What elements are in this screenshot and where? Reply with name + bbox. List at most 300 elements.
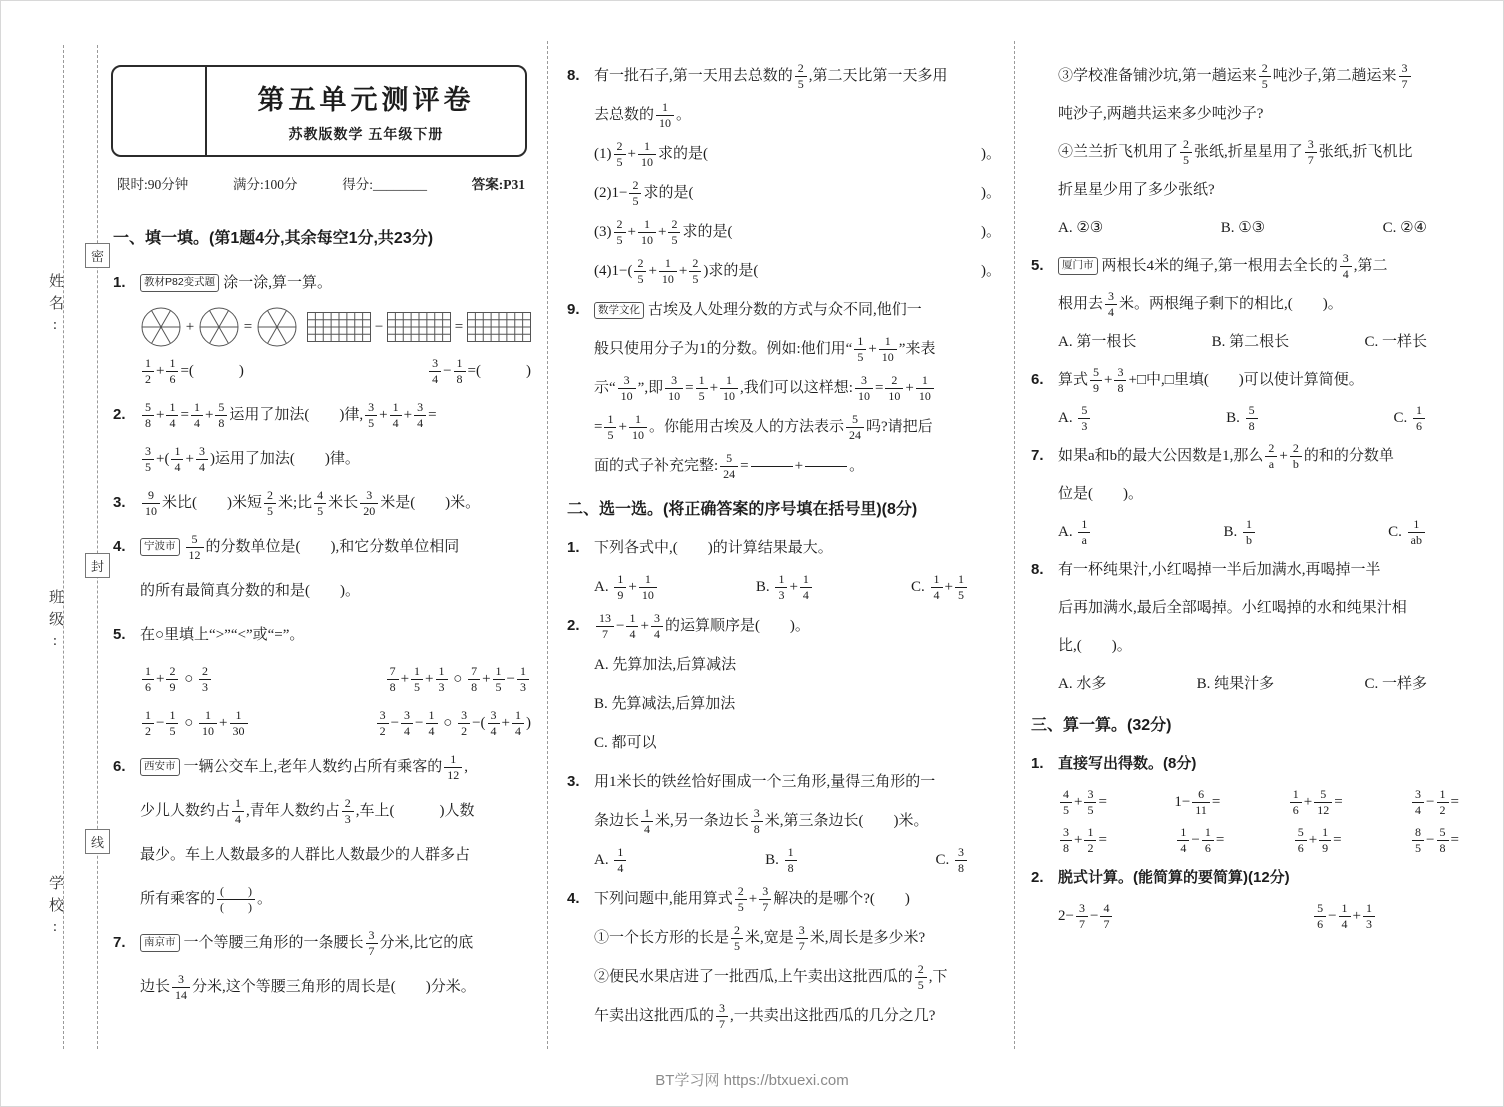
name-field-label: 姓名:: [47, 273, 63, 340]
fraction: $\frac{1}{4}$: [426, 708, 438, 739]
fraction: $\frac{1}{10}$: [659, 256, 677, 287]
source-tag: 数学文化: [594, 302, 644, 319]
line-content: 折星星少用了多少张纸?: [1058, 181, 1215, 198]
fraction: $\frac{5}{3}$: [1078, 403, 1090, 434]
paper-meta-row: [117, 173, 525, 193]
fraction: $\frac{1}{5}$: [696, 373, 708, 404]
fraction: $\frac{1}{5}$: [411, 664, 423, 695]
fraction: $\frac{5}{9}$: [1090, 365, 1102, 396]
paper-title: 第五单元测评卷: [257, 85, 475, 115]
section-heading: [1031, 707, 1467, 745]
fraction: $\frac{1}{10}$: [879, 334, 897, 365]
text-line: [567, 724, 1009, 763]
expression: $\frac{8}{5}$ − $\frac{5}{8}$ =: [1410, 825, 1459, 856]
line-content: = $\frac{1}{5}$ + $\frac{1}{10}$ 。你能用古埃及人的方法表示 $\frac{5}{24}$ 吗?请把后: [594, 412, 933, 442]
text-line: [113, 789, 539, 833]
fraction: $\frac{1}{2}$: [142, 708, 154, 739]
fraction: $\frac{1}{4}$: [614, 845, 626, 876]
expression: B. $\frac{1}{b}$: [1223, 517, 1257, 548]
line-content: [1058, 218, 1467, 238]
fraction: $\frac{5}{6}$: [1295, 825, 1307, 856]
text-line: [1031, 95, 1467, 133]
question-line: [113, 393, 539, 437]
watermark-link[interactable]: BT学习网 https://btxuexi.com: [655, 1072, 849, 1089]
question-number: 3.: [113, 493, 126, 511]
question-number: 6.: [1031, 370, 1044, 388]
fraction: $\frac{6}{11}$: [1192, 787, 1210, 818]
text-line: [567, 646, 1009, 685]
expression: $\frac{3}{4}$ − $\frac{1}{8}$ =( ): [427, 356, 531, 387]
seal-char: 线: [90, 835, 104, 850]
fraction: $\frac{1}{5}$: [955, 572, 967, 603]
fraction: $\frac{1}{10}$: [629, 412, 647, 443]
answer-page-ref: 答案:P31: [471, 177, 525, 192]
fraction: $\frac{1}{4}$: [626, 611, 638, 642]
fraction: $\frac{1}{2}$: [142, 356, 154, 387]
line-content: C. 都可以: [594, 735, 657, 752]
text-line: [1031, 783, 1467, 821]
line-content: 边长 $\frac{3}{14}$ 分米,这个等腰三角形的周长是( )分米。: [140, 971, 476, 1002]
fraction: $\frac{1}{30}$: [230, 708, 248, 739]
question-number: 8.: [1031, 560, 1044, 578]
fraction: $\frac{2}{5}$: [264, 488, 276, 519]
text-line: [1031, 399, 1467, 437]
fraction: $\frac{3}{5}$: [1084, 787, 1096, 818]
fraction: $\frac{2}{5}$: [614, 217, 626, 248]
question-number: 5.: [113, 625, 126, 643]
question-line: [1031, 859, 1467, 897]
line-content: [140, 356, 539, 387]
fraction: $\frac{5}{24}$: [846, 412, 864, 443]
line-content: [594, 256, 1009, 287]
line-content: 午卖出这批西瓜的 $\frac{3}{7}$ ,一共卖出这批西瓜的几分之几?: [594, 1001, 936, 1031]
question-number: 7.: [113, 933, 126, 951]
text-line: [1031, 589, 1467, 627]
text-line: [1031, 171, 1467, 209]
text-line: [1031, 57, 1467, 95]
fraction: $\frac{1}{9}$: [614, 572, 626, 603]
fraction: $\frac{2}{5}$: [1259, 61, 1271, 92]
text-line: [113, 657, 539, 701]
line-content: 示“ $\frac{3}{10}$ ”,即 $\frac{3}{10}$ = $\frac{1}{5}$ + $\frac{1}{10}$ ,我们可以这样想: $\frac{3}{10}$ = $\frac{2}{10}$ + $\frac{1}{10}$: [594, 373, 1009, 404]
fraction: $\frac{1}{9}$: [1319, 825, 1331, 856]
line-content: [594, 572, 1009, 603]
line-content: 直接写出得数。(8分): [1058, 754, 1197, 772]
text-line: [1031, 475, 1467, 513]
question-line: [567, 529, 1009, 568]
source-tag: 南京市: [140, 934, 180, 951]
fraction: $\frac{3}{10}$: [618, 373, 636, 404]
column-3: [1031, 57, 1467, 935]
line-content: [594, 139, 1009, 170]
line-content: 后再加满水,最后全部喝掉。小红喝掉的水和纯果汁相: [1058, 599, 1407, 616]
column-2: [567, 57, 1009, 1036]
expression: A. $\frac{5}{3}$: [1058, 403, 1092, 434]
fraction: $\frac{5}{12}$: [186, 532, 204, 563]
fraction: $\frac{3}{5}$: [142, 444, 154, 475]
text-line: [567, 841, 1009, 880]
fraction: $\frac{3}{4}$: [1105, 289, 1117, 320]
fraction: $\frac{1}{4}$: [166, 400, 178, 431]
text-line: [1031, 133, 1467, 171]
fraction: $\frac{2}{3}$: [199, 664, 211, 695]
question-number: 2.: [567, 617, 580, 635]
line-content: ②便民水果店进了一批西瓜,上午卖出这批西瓜的 $\frac{2}{5}$ ,下: [594, 962, 948, 992]
text-line: [567, 685, 1009, 724]
question-line: [1031, 361, 1467, 399]
expression: $\frac{3}{4}$ − $\frac{1}{2}$ =: [1410, 787, 1459, 818]
fraction-grid-diagram: [467, 312, 531, 342]
question-line: [113, 745, 539, 789]
fraction: $\frac{5}{8}$: [215, 400, 227, 431]
text-line: [567, 330, 1009, 369]
expression: B. 第二根长: [1211, 333, 1290, 350]
fraction: $\frac{3}{7}$: [366, 928, 378, 959]
fraction: [805, 453, 847, 479]
fraction: $\frac{5}{8}$: [142, 400, 154, 431]
expression: )。: [981, 263, 1001, 280]
fraction: $\frac{1}{4}$: [1177, 825, 1189, 856]
expression: A. $\frac{1}{a}$: [1058, 517, 1092, 548]
text-line: [567, 802, 1009, 841]
section-heading: [113, 217, 539, 261]
line-content: ①一个长方形的长是 $\frac{2}{5}$ 米,宽是 $\frac{3}{7}$ 米,周长是多少米?: [594, 923, 926, 953]
fraction: $\frac{1}{6}$: [1202, 825, 1214, 856]
fraction: $\frac{2}{5}$: [689, 256, 701, 287]
line-content: 少儿人数约占 $\frac{1}{4}$ ,青年人数约占 $\frac{2}{3}$ ,车上( )人数: [140, 795, 475, 826]
text-line: [1031, 513, 1467, 551]
fraction: $\frac{13}{7}$: [596, 611, 614, 642]
fraction: $\frac{3}{2}$: [458, 708, 470, 739]
line-content: ④兰兰折飞机用了 $\frac{2}{5}$ 张纸,折星星用了 $\frac{3}{7}$ 张纸,折飞机比: [1058, 136, 1413, 167]
expression: )。: [981, 185, 1001, 202]
seal-char: 密: [90, 249, 104, 264]
fraction: $\frac{1}{4}$: [191, 400, 203, 431]
expression: $\frac{1}{6}$ + $\frac{5}{12}$ =: [1288, 787, 1343, 818]
text-line: [567, 958, 1009, 997]
line-content: [1058, 787, 1467, 818]
question-number: 5.: [1031, 256, 1044, 274]
question-line: [1031, 745, 1467, 783]
expression: C. 一样多: [1364, 675, 1427, 692]
text-line: [113, 437, 539, 481]
fraction: $\frac{5}{8}$: [1437, 825, 1449, 856]
fraction: $\frac{3}{8}$: [1060, 825, 1072, 856]
question-line: [113, 525, 539, 569]
line-content: 二、选一选。(将正确答案的序号填在括号里)(8分): [567, 500, 918, 518]
expression: (1) $\frac{2}{5}$ + $\frac{1}{10}$ 求的是(: [594, 139, 708, 169]
expression: A. 水多: [1058, 675, 1107, 692]
fraction: $\frac{4}{5}$: [1060, 787, 1072, 818]
text-line: [1031, 323, 1467, 361]
text-line: [113, 833, 539, 877]
fraction: $\frac{8}{5}$: [1412, 825, 1424, 856]
question-number: 8.: [567, 67, 580, 85]
fraction: $\frac{1}{8}$: [785, 845, 797, 876]
expression: B. $\frac{1}{3}$ + $\frac{1}{4}$: [756, 572, 814, 603]
fraction-circle-diagram: [140, 306, 182, 348]
fraction: $\frac{1}{3}$: [436, 664, 448, 695]
fraction: $\frac{1}{6}$: [1413, 403, 1425, 434]
fraction: $\frac{3}{4}$: [1412, 787, 1424, 818]
line-content: 一、填一填。(第1题4分,其余每空1分,共23分): [113, 230, 434, 248]
fraction: $\frac{5}{6}$: [1314, 901, 1326, 932]
column-1: [113, 213, 539, 1009]
line-content: 脱式计算。(能简算的要简算)(12分): [1058, 868, 1290, 886]
text-line: [113, 305, 539, 349]
text-line: [1031, 897, 1467, 935]
expression: A. $\frac{1}{4}$: [594, 845, 628, 876]
paper-header: [111, 65, 527, 157]
line-content: [1058, 901, 1467, 932]
text-line: [567, 174, 1009, 213]
fraction: $\frac{1}{4}$: [800, 572, 812, 603]
line-content: [1058, 825, 1467, 856]
text-line: [567, 213, 1009, 252]
question-line: [113, 261, 539, 305]
fraction: $\frac{1}{3}$: [1363, 901, 1375, 932]
fraction: $\frac{2}{5}$: [614, 139, 626, 170]
line-content: 最少。车上人数最多的人群比人数最少的人群多占: [140, 846, 471, 863]
question-number: 9.: [567, 301, 580, 319]
expression: $\frac{5}{6}$ − $\frac{1}{4}$ + $\frac{1}{3}$: [1312, 901, 1377, 932]
fraction: $\frac{7}{8}$: [468, 664, 480, 695]
text-line: [567, 408, 1009, 447]
fraction: $\frac{1}{6}$: [142, 664, 154, 695]
fraction: $\frac{2}{b}$: [1290, 441, 1302, 472]
line-content: 如果a和b的最大公因数是1,那么 $\frac{2}{a}$ + $\frac{2}{b}$ 的和的分数单: [1058, 440, 1394, 471]
line-content: 数学文化 古埃及人处理分数的方式与众不同,他们一: [594, 300, 1009, 320]
fraction: $\frac{3}{8}$: [955, 845, 967, 876]
expression: )。: [981, 146, 1001, 163]
header-logo-box: [113, 67, 207, 155]
seal-char: 封: [90, 559, 104, 574]
expression: B. $\frac{5}{8}$: [1226, 403, 1260, 434]
fraction: $\frac{3}{4}$: [414, 400, 426, 431]
fraction: $\frac{2}{5}$: [629, 178, 641, 209]
line-content: 厦门市 两根长4米的绳子,第一根用去全长的 $\frac{3}{4}$ ,第二: [1058, 251, 1467, 282]
expression: $\frac{7}{8}$ + $\frac{1}{5}$ + $\frac{1}{3}$ ○ $\frac{7}{8}$ + $\frac{1}{5}$ − $\frac{1}{3}$: [385, 664, 531, 695]
text-line: [1031, 821, 1467, 859]
fraction: $\frac{3}{7}$: [759, 884, 771, 915]
expression: + =: [140, 306, 298, 348]
question-line: [567, 763, 1009, 802]
fraction: $\frac{1}{10}$: [638, 139, 656, 170]
line-content: 西安市 一辆公交车上,老年人数约占所有乘客的 $\frac{1}{12}$ ,: [140, 752, 539, 783]
line-content: 面的式子补充完整: $\frac{5}{24}$ = + 。: [594, 451, 865, 481]
text-line: [567, 96, 1009, 135]
question-number: 1.: [1031, 754, 1044, 772]
fraction: $\frac{2}{5}$: [731, 923, 743, 954]
line-content: A. 先算加法,后算减法: [594, 657, 737, 674]
fraction: $\frac{1}{4}$: [232, 796, 244, 827]
text-line: [113, 701, 539, 745]
expression: C. $\frac{1}{6}$: [1393, 403, 1427, 434]
fraction-grid-diagram: [307, 312, 371, 342]
expression: $\frac{4}{5}$ + $\frac{3}{5}$ =: [1058, 787, 1107, 818]
line-content: 比,( )。: [1058, 637, 1132, 654]
fraction: $\frac{1}{10}$: [916, 373, 934, 404]
text-line: [567, 369, 1009, 408]
column-divider: [1014, 41, 1015, 1049]
line-content: 用1米长的铁丝恰好围成一个三角形,量得三角形的一: [594, 774, 936, 791]
line-content: [1058, 332, 1467, 352]
fraction: $\frac{3}{14}$: [172, 972, 190, 1003]
fraction-circle-diagram: [256, 306, 298, 348]
line-content: 的所有最简真分数的和是( )。: [140, 582, 360, 599]
line-content: 宁波市 $\frac{5}{12}$ 的分数单位是( ),和它分数单位相同: [140, 532, 539, 563]
section-heading: [567, 490, 1009, 529]
source-tag: 宁波市: [140, 538, 180, 555]
expression: )。: [981, 224, 1001, 241]
fraction: $\frac{5}{8}$: [1246, 403, 1258, 434]
text-line: [1031, 209, 1467, 247]
expression: A. $\frac{1}{9}$ + $\frac{1}{10}$: [594, 572, 659, 603]
fraction: $\frac{4}{5}$: [314, 488, 326, 519]
question-line: [567, 291, 1009, 330]
line-content: [1058, 517, 1467, 548]
fraction: $\frac{7}{8}$: [387, 664, 399, 695]
fraction: $\frac{1}{5}$: [493, 664, 505, 695]
line-content: 有一批石子,第一天用去总数的 $\frac{2}{5}$ ,第二天比第一天多用: [594, 61, 948, 91]
expression: $\frac{5}{6}$ + $\frac{1}{9}$ =: [1293, 825, 1342, 856]
fraction: $\frac{1}{4}$: [931, 572, 943, 603]
text-line: [1031, 285, 1467, 323]
fraction: $\frac{3}{4}$: [1340, 251, 1352, 282]
question-number: 6.: [113, 757, 126, 775]
line-content: 下列各式中,( )的计算结果最大。: [594, 540, 833, 557]
line-content: [140, 664, 539, 695]
fraction: $\frac{1}{2}$: [1437, 787, 1449, 818]
line-content: 有一杯纯果汁,小红喝掉一半后加满水,再喝掉一半: [1058, 561, 1381, 578]
class-field-label: 班级:: [47, 589, 63, 656]
line-content: 下列问题中,能用算式 $\frac{2}{5}$ + $\frac{3}{7}$ 解决的是哪个?( ): [594, 884, 910, 914]
column-divider: [547, 41, 548, 1049]
fraction: $\frac{3}{10}$: [665, 373, 683, 404]
fraction: $\frac{3}{2}$: [377, 708, 389, 739]
expression: C. 一样长: [1364, 333, 1427, 350]
fraction-circle-diagram: [198, 306, 240, 348]
fraction: $\frac{2}{5}$: [795, 61, 807, 92]
text-line: [567, 135, 1009, 174]
line-content: 根用去 $\frac{3}{4}$ 米。两根绳子剩下的相比,( )。: [1058, 288, 1343, 319]
binding-line: [97, 45, 98, 1049]
expression: 2− $\frac{3}{7}$ − $\frac{4}{7}$: [1058, 901, 1114, 932]
fraction: $\frac{1}{8}$: [454, 356, 466, 387]
source-tag: 西安市: [140, 758, 180, 775]
expression: C. ②④: [1382, 219, 1427, 236]
expression: B. ①③: [1220, 219, 1266, 236]
fraction: $\frac{1}{10}$: [638, 217, 656, 248]
line-content: 位是( )。: [1058, 485, 1143, 502]
fraction: $\frac{2}{5}$: [634, 256, 646, 287]
question-line: [113, 921, 539, 965]
line-content: B. 先算减法,后算加法: [594, 696, 736, 713]
fraction: $\frac{1}{10}$: [639, 572, 657, 603]
question-number: 4.: [113, 537, 126, 555]
text-line: [113, 349, 539, 393]
full-score-label: 满分:100分: [233, 177, 298, 192]
text-line: [113, 877, 539, 921]
line-content: 条边长 $\frac{1}{4}$ 米,另一条边长 $\frac{3}{8}$ 米,第三条边长( )米。: [594, 806, 929, 836]
text-line: [567, 568, 1009, 607]
text-line: [113, 965, 539, 1009]
fraction: $\frac{1}{4}$: [1339, 901, 1351, 932]
line-content: $\frac{9}{10}$ 米比( )米短 $\frac{2}{5}$ 米;比 $\frac{4}{5}$ 米长 $\frac{3}{20}$ 米是( )米。: [140, 488, 539, 519]
question-line: [1031, 437, 1467, 475]
line-content: [140, 306, 539, 348]
question-number: 7.: [1031, 446, 1044, 464]
header-title-area: [207, 67, 525, 155]
line-content: $\frac{3}{5}$ +( $\frac{1}{4}$ + $\frac{3}{4}$ )运用了加法( )律。: [140, 444, 539, 475]
fraction: $\frac{1}{6}$: [166, 356, 178, 387]
fraction: $\frac{1}{5}$: [604, 412, 616, 443]
source-tag: 厦门市: [1058, 257, 1098, 274]
fraction: $\frac{2}{5}$: [1180, 137, 1192, 168]
line-content: 教材P82变式题 涂一涂,算一算。: [140, 273, 539, 293]
fraction: $\frac{1}{2}$: [1084, 825, 1096, 856]
fraction: $\frac{1}{a}$: [1078, 517, 1090, 548]
expression: $\frac{1}{4}$ − $\frac{1}{6}$ =: [1175, 825, 1224, 856]
fraction: $\frac{3}{8}$: [1114, 365, 1126, 396]
fraction: $\frac{1}{b}$: [1243, 517, 1255, 548]
paper-subtitle: 苏教版数学 五年级下册: [288, 126, 444, 142]
fraction-grid-diagram: [387, 312, 451, 342]
expression: A. 第一根长: [1058, 333, 1137, 350]
fraction: $\frac{3}{8}$: [751, 806, 763, 837]
question-number: 4.: [567, 890, 580, 908]
line-content: 去总数的 $\frac{1}{10}$ 。: [594, 100, 692, 130]
text-line: [567, 447, 1009, 486]
fraction: $\frac{1}{5}$: [854, 334, 866, 365]
fraction: $\frac{1}{4}$: [390, 400, 402, 431]
fraction: $\frac{3}{7}$: [1076, 901, 1088, 932]
expression: C. $\frac{3}{8}$: [935, 845, 969, 876]
line-content: $\frac{5}{8}$ + $\frac{1}{4}$ = $\frac{1}{4}$ + $\frac{5}{8}$ 运用了加法( )律, $\frac{3}{5}$ + $\frac{1}{4}$ + $\frac{3}{4}$ =: [140, 400, 539, 431]
expression: (3) $\frac{2}{5}$ + $\frac{1}{10}$ + $\frac{2}{5}$ 求的是(: [594, 217, 733, 247]
fraction: $\frac{2}{a}$: [1265, 441, 1277, 472]
expression: B. $\frac{1}{8}$: [765, 845, 799, 876]
fraction: $\frac{3}{7}$: [716, 1001, 728, 1032]
question-line: [1031, 247, 1467, 285]
school-field-label: 学校:: [47, 875, 63, 942]
text-line: [567, 252, 1009, 291]
expression: C. $\frac{1}{ab}$: [1388, 517, 1427, 548]
fraction: $\frac{1}{4}$: [641, 806, 653, 837]
expression: $\frac{3}{8}$ + $\frac{1}{2}$ =: [1058, 825, 1107, 856]
expression: 1− $\frac{6}{11}$ =: [1174, 786, 1221, 817]
fraction: $\frac{2}{5}$: [668, 217, 680, 248]
fraction: $\frac{1}{3}$: [517, 664, 529, 695]
fraction: $\frac{4}{7}$: [1100, 901, 1112, 932]
fraction: $\frac{3}{4}$: [488, 708, 500, 739]
fraction: $\frac{1}{5}$: [166, 708, 178, 739]
fraction: $\frac{3}{10}$: [855, 373, 873, 404]
fraction: $\frac{1}{10}$: [720, 373, 738, 404]
fraction: $\frac{2}{5}$: [735, 884, 747, 915]
line-content: [1058, 674, 1467, 694]
line-content: 在○里填上“>”“<”或“=”。: [140, 626, 305, 643]
line-content: 所有乘客的 $\frac{( )}{( )}$ 。: [140, 883, 273, 914]
question-line: [113, 613, 539, 657]
fraction: $\frac{1}{ab}$: [1408, 517, 1425, 548]
question-line: [567, 607, 1009, 646]
question-number: 1.: [113, 273, 126, 291]
expression: A. ②③: [1058, 219, 1104, 236]
fraction: $\frac{3}{4}$: [196, 444, 208, 475]
expression: $\frac{3}{2}$ − $\frac{3}{4}$ − $\frac{1}{4}$ ○ $\frac{3}{2}$ −( $\frac{3}{4}$ + $\frac{1}{4}$ ): [375, 708, 531, 739]
fraction: $\frac{2}{3}$: [342, 796, 354, 827]
